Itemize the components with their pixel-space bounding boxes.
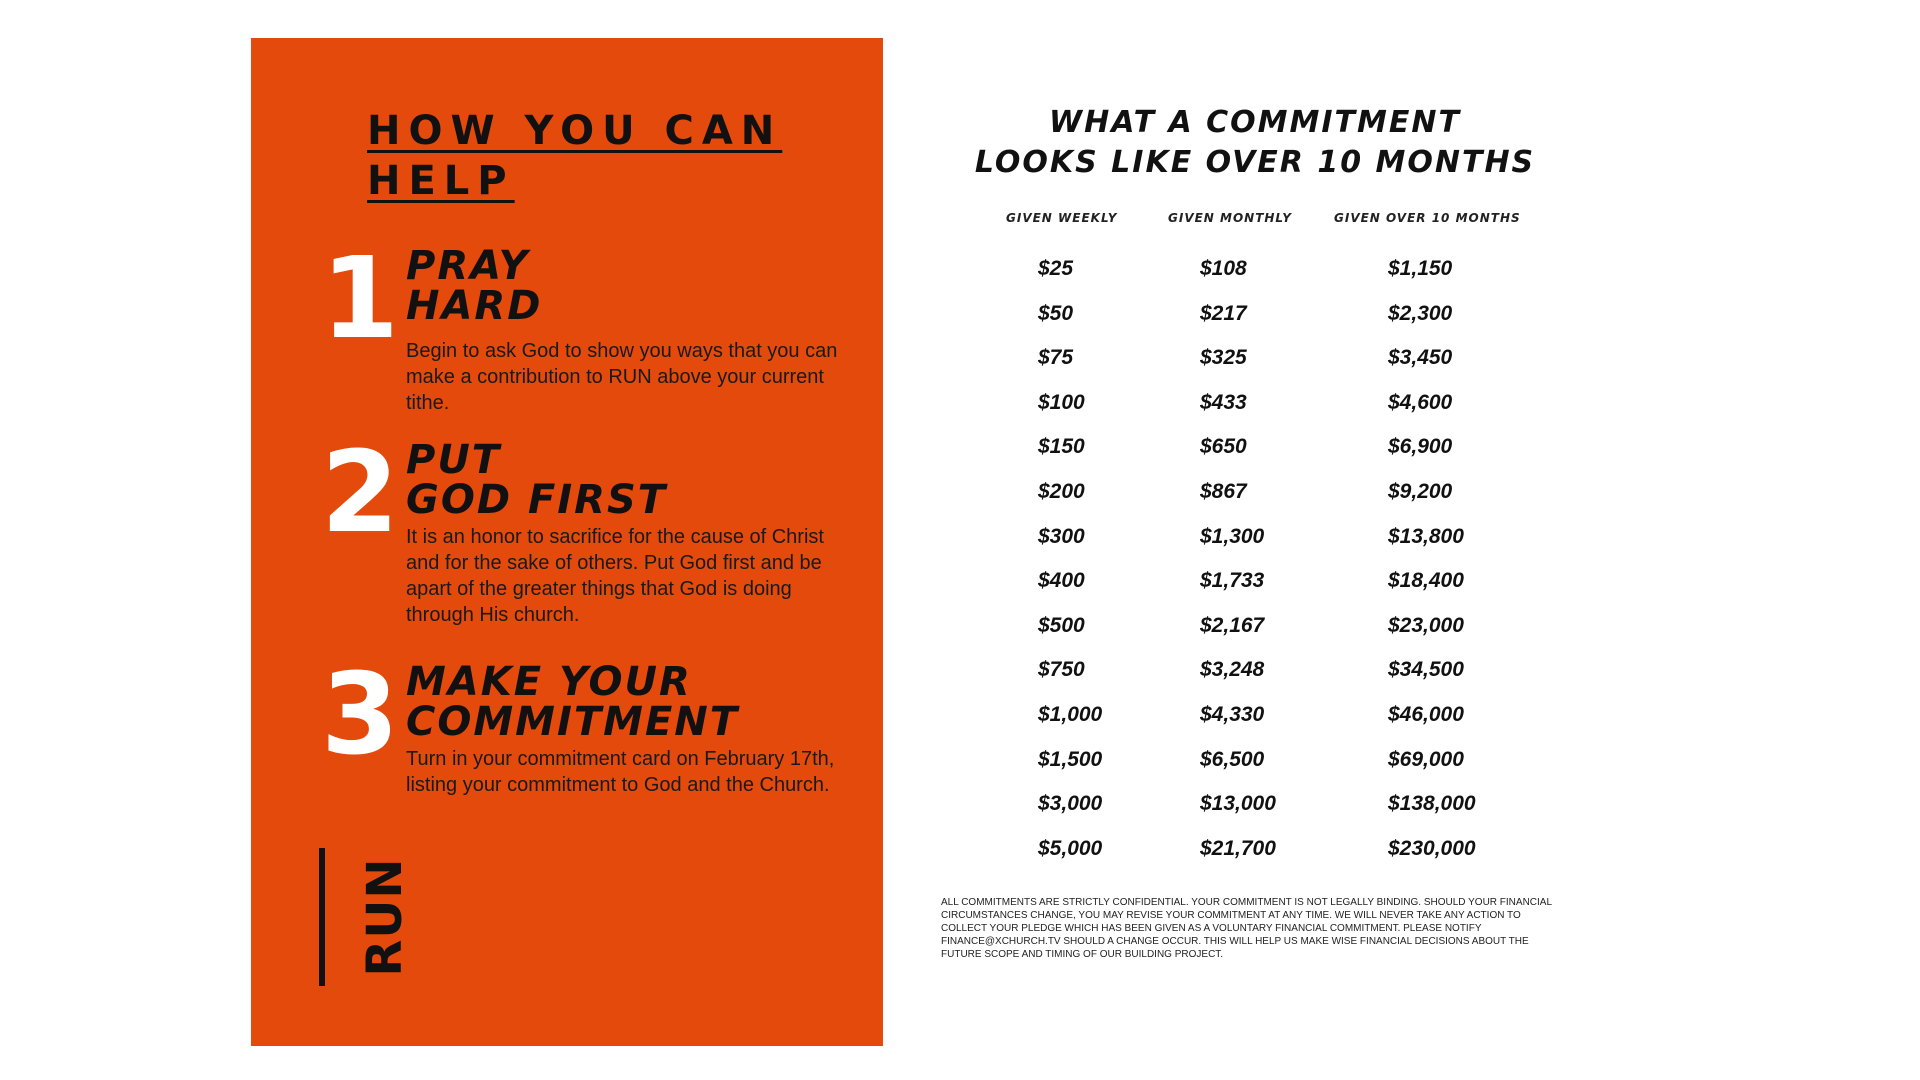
- table-row: [0, 658, 1920, 702]
- weekly-amount: $750: [1038, 658, 1085, 682]
- step-heading: PRAY HARD: [406, 243, 543, 329]
- step-heading: MAKE YOUR COMMITMENT: [406, 659, 740, 745]
- ten-month-amount: $46,000: [1388, 703, 1464, 726]
- weekly-amount: $100: [1038, 390, 1085, 414]
- monthly-amount: $108: [1200, 257, 1247, 280]
- monthly-amount: $325: [1200, 346, 1247, 370]
- column-header-weekly: GIVEN WEEKLY: [1006, 211, 1118, 225]
- weekly-amount: $3,000: [1038, 792, 1103, 816]
- table-row: [0, 792, 1920, 836]
- table-row: [0, 525, 1920, 569]
- table-row: [0, 748, 1920, 792]
- ten-month-amount: $3,450: [1388, 346, 1453, 370]
- logo-word: RUN: [357, 857, 413, 977]
- table-row: [0, 837, 1920, 881]
- column-header-monthly: GIVEN MONTHLY: [1168, 211, 1292, 225]
- table-row: [0, 435, 1920, 479]
- ten-month-amount: $23,000: [1388, 613, 1464, 637]
- monthly-amount: $13,000: [1200, 792, 1276, 816]
- table-row: [0, 302, 1920, 346]
- step-number: 1: [321, 234, 399, 364]
- ten-month-amount: $6,900: [1388, 435, 1453, 459]
- monthly-amount: $6,500: [1200, 747, 1265, 771]
- step-number: 3: [321, 650, 399, 780]
- ten-month-amount: $18,400: [1388, 569, 1464, 593]
- step-heading: PUT GOD FIRST: [406, 437, 668, 523]
- commitment-table-title: WHAT A COMMITMENT LOOKS LIKE OVER 10 MONTHS: [974, 105, 1536, 180]
- ten-month-amount: $9,200: [1388, 480, 1453, 503]
- weekly-amount: $400: [1038, 569, 1085, 593]
- disclaimer-text: ALL COMMITMENTS ARE STRICTLY CONFIDENTIAL. YOUR COMMITMENT IS NOT LEGALLY BINDING. SHOULD YOUR FINANCIAL CIRCUMSTANCES CHANGE, YOU MAY REVISE YOUR COMMITMENT AT ANY TIME. WE WILL NEVER TAKE ANY ACTION TO COLLECT YOUR PLEDGE WHICH HAS BEEN GIVEN AS A VOLUNTARY FINANCIAL COMMITMENT. PLEASE NOTIFY FINANCE@XCHURCH.TV SHOULD A CHANGE OCCUR. THIS WILL HELP US MAKE WISE FINANCIAL DECISIONS ABOUT THE FUTURE SCOPE AND TIMING OF OUR BUILDING PROJECT.: [941, 897, 1552, 960]
- table-row: [0, 703, 1920, 747]
- ten-month-amount: $2,300: [1388, 301, 1453, 325]
- how-you-can-help-title: HOW YOU CAN HELP: [367, 108, 783, 204]
- ten-month-amount: $230,000: [1388, 836, 1476, 860]
- monthly-amount: $21,700: [1200, 836, 1276, 860]
- monthly-amount: $433: [1200, 390, 1247, 414]
- step-description: Turn in your commitment card on February 17th, listing your commitment to God and the Church.: [406, 748, 835, 796]
- monthly-amount: $650: [1200, 435, 1247, 459]
- weekly-amount: $150: [1038, 435, 1085, 459]
- monthly-amount: $1,733: [1200, 569, 1265, 593]
- weekly-amount: $300: [1038, 524, 1085, 548]
- table-row: [0, 480, 1920, 524]
- weekly-amount: $200: [1038, 480, 1085, 503]
- weekly-amount: $1,500: [1038, 747, 1103, 771]
- ten-month-amount: $69,000: [1388, 747, 1464, 771]
- ten-month-amount: $138,000: [1388, 792, 1476, 816]
- step-description: Begin to ask God to show you ways that you can make a contribution to RUN above your current tithe.: [406, 340, 838, 414]
- table-row: [0, 391, 1920, 435]
- monthly-amount: $4,330: [1200, 703, 1265, 726]
- monthly-amount: $1,300: [1200, 524, 1265, 548]
- monthly-amount: $3,248: [1200, 658, 1265, 682]
- weekly-amount: $500: [1038, 613, 1085, 637]
- step-number: 2: [321, 428, 399, 558]
- table-row: [0, 569, 1920, 613]
- ten-month-amount: $1,150: [1388, 257, 1453, 280]
- ten-month-amount: $34,500: [1388, 658, 1464, 682]
- weekly-amount: $1,000: [1038, 703, 1103, 726]
- monthly-amount: $217: [1200, 301, 1247, 325]
- table-row: [0, 346, 1920, 390]
- ten-month-amount: $13,800: [1388, 524, 1464, 548]
- ten-month-amount: $4,600: [1388, 390, 1453, 414]
- monthly-amount: $2,167: [1200, 613, 1265, 637]
- weekly-amount: $50: [1038, 301, 1074, 325]
- table-row: [0, 614, 1920, 658]
- step-description: It is an honor to sacrifice for the cause of Christ and for the sake of others. Put God first and be apart of the greater things that God is doing through His church.: [406, 526, 824, 626]
- monthly-amount: $867: [1200, 480, 1247, 503]
- weekly-amount: $5,000: [1038, 836, 1103, 860]
- column-header-10-months: GIVEN OVER 10 MONTHS: [1334, 211, 1521, 225]
- table-row: [0, 257, 1920, 301]
- weekly-amount: $75: [1038, 346, 1074, 370]
- weekly-amount: $25: [1038, 257, 1074, 280]
